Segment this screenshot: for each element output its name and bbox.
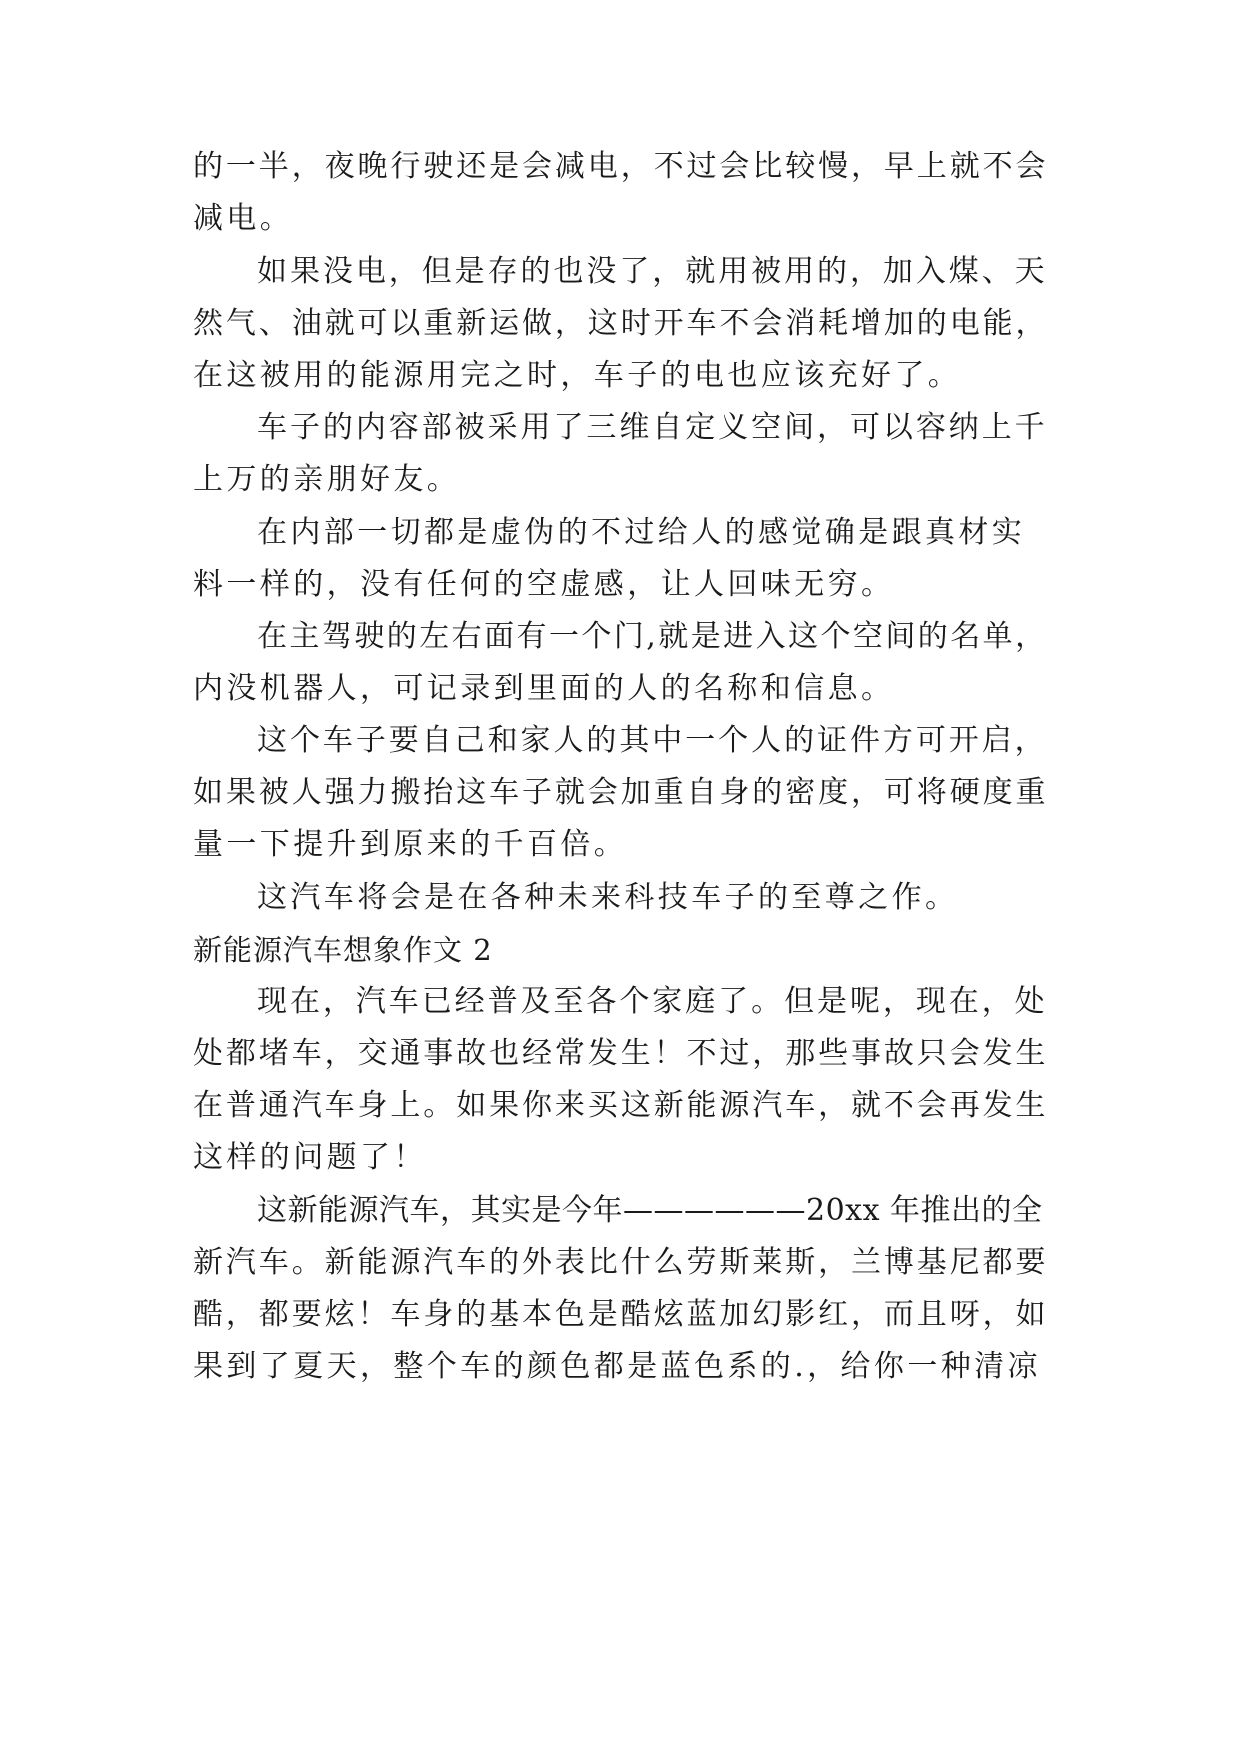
paragraph-line: 在普通汽车身上。如果你来买这新能源汽车，就不会再发生 (193, 1088, 1049, 1123)
paragraph-line: 量一下提升到原来的千百倍。 (193, 827, 628, 862)
paragraph-line: 现在，汽车已经普及至各个家庭了。但是呢，现在，处 (257, 984, 1048, 1019)
paragraph-line: 这新能源汽车，其实是今年——————20xx 年推出的全 (257, 1193, 1043, 1228)
paragraph-line: 的一半，夜晚行驶还是会减电，不过会比较慢，早上就不会 (193, 149, 1049, 184)
paragraph-line: 果到了夏天，整个车的颜色都是蓝色系的.，给你一种清凉 (193, 1349, 1041, 1384)
paragraph-line: 减电。 (193, 201, 294, 236)
paragraph-line: 在这被用的能源用完之时，车子的电也应该充好了。 (193, 358, 962, 393)
paragraph-line: 如果被人强力搬抬这车子就会加重自身的密度，可将硬度重 (193, 775, 1049, 810)
paragraph-line: 酷，都要炫！车身的基本色是酷炫蓝加幻影红，而且呀，如 (193, 1297, 1049, 1332)
paragraph-line: 处都堵车，交通事故也经常发生！不过，那些事故只会发生 (193, 1036, 1049, 1071)
paragraph-line: 在内部一切都是虚伪的不过给人的感觉确是跟真材实 (257, 515, 1026, 550)
paragraph-line: 车子的内容部被采用了三维自定义空间，可以容纳上千 (257, 410, 1048, 445)
section-heading: 新能源汽车想象作文 2 (193, 933, 493, 967)
paragraph-line: 这个车子要自己和家人的其中一个人的证件方可开启， (257, 723, 1048, 758)
paragraph-line: 这汽车将会是在各种未来科技车子的至尊之作。 (257, 880, 959, 915)
paragraph-line: 上万的亲朋好友。 (193, 462, 461, 497)
paragraph-line: 内没机器人，可记录到里面的人的名称和信息。 (193, 671, 895, 706)
paragraph-line: 这样的问题了！ (193, 1140, 427, 1175)
paragraph-line: 料一样的，没有任何的空虚感，让人回味无穷。 (193, 567, 895, 602)
paragraph-line: 然气、油就可以重新运做，这时开车不会消耗增加的电能， (193, 306, 1049, 341)
paragraph-line: 新汽车。新能源汽车的外表比什么劳斯莱斯，兰博基尼都要 (193, 1245, 1049, 1280)
paragraph-line: 如果没电，但是存的也没了，就用被用的，加入煤、天 (257, 254, 1048, 289)
paragraph-line: 在主驾驶的左右面有一个门,就是进入这个空间的名单， (257, 619, 1048, 654)
